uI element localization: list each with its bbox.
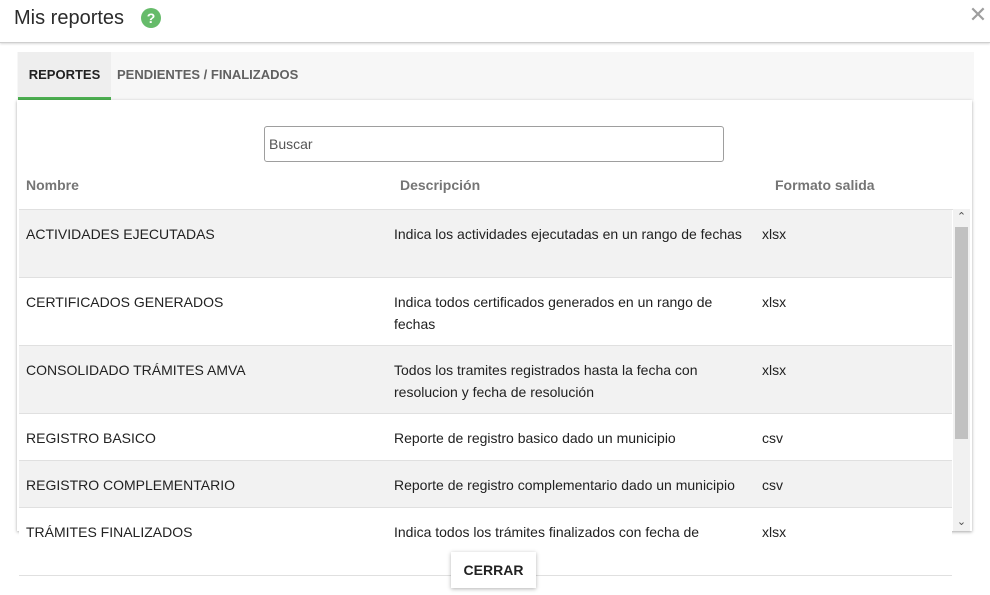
table-row[interactable] <box>19 414 952 461</box>
scrollbar[interactable] <box>953 209 970 531</box>
question-circle-icon[interactable]: ? <box>141 8 161 28</box>
cell-format: xlsx <box>762 294 787 310</box>
chevron-down-icon[interactable]: ⌄ <box>956 516 967 528</box>
table-row[interactable] <box>19 210 952 278</box>
cell-format: xlsx <box>762 226 787 242</box>
reports-panel <box>17 100 972 540</box>
cell-format: csv <box>762 430 783 446</box>
cell-name: CONSOLIDADO TRÁMITES AMVA <box>26 362 246 378</box>
cell-name: CERTIFICADOS GENERADOS <box>26 294 224 310</box>
close-icon[interactable]: ✕ <box>968 2 988 27</box>
cell-name: ACTIVIDADES EJECUTADAS <box>26 226 215 242</box>
dialog-header <box>0 0 990 43</box>
cell-description: Indica los actividades ejecutadas en un rango de fechas <box>394 226 742 242</box>
cell-format: csv <box>762 477 783 493</box>
scrollbar-thumb[interactable] <box>955 227 968 439</box>
table-body <box>19 209 969 540</box>
search-input[interactable] <box>264 126 724 162</box>
cell-format: xlsx <box>762 524 787 540</box>
cell-name: REGISTRO BASICO <box>26 430 156 446</box>
cell-description: Indica todos los trámites finalizados con fecha de <box>394 524 700 540</box>
cell-description: Todos los tramites registrados hasta la fecha con resolucion y fecha de resolución <box>394 362 698 400</box>
chevron-up-icon[interactable]: ⌃ <box>956 211 967 223</box>
tab-reportes[interactable]: REPORTES <box>18 52 111 100</box>
cell-description: Indica todos certificados generados en un rango de fechas <box>394 294 713 332</box>
column-header-descripcion: Descripción <box>400 177 481 193</box>
tab-bar <box>17 52 974 100</box>
cell-name: REGISTRO COMPLEMENTARIO <box>26 477 235 493</box>
tab-pendientes-finalizados[interactable]: PENDIENTES / FINALIZADOS <box>117 67 299 82</box>
table-row[interactable] <box>19 346 952 414</box>
cell-description: Reporte de registro complementario dado un municipio <box>394 477 735 493</box>
column-header-formato: Formato salida <box>775 177 875 193</box>
dialog-title: Mis reportes <box>14 7 125 29</box>
cell-format: xlsx <box>762 362 787 378</box>
column-header-nombre: Nombre <box>26 177 79 193</box>
table-row[interactable] <box>19 278 952 346</box>
close-button[interactable]: CERRAR <box>451 552 536 588</box>
cell-description: Reporte de registro basico dado un municipio <box>394 430 676 446</box>
table-row[interactable] <box>19 461 952 508</box>
cell-name: TRÁMITES FINALIZADOS <box>26 524 193 540</box>
